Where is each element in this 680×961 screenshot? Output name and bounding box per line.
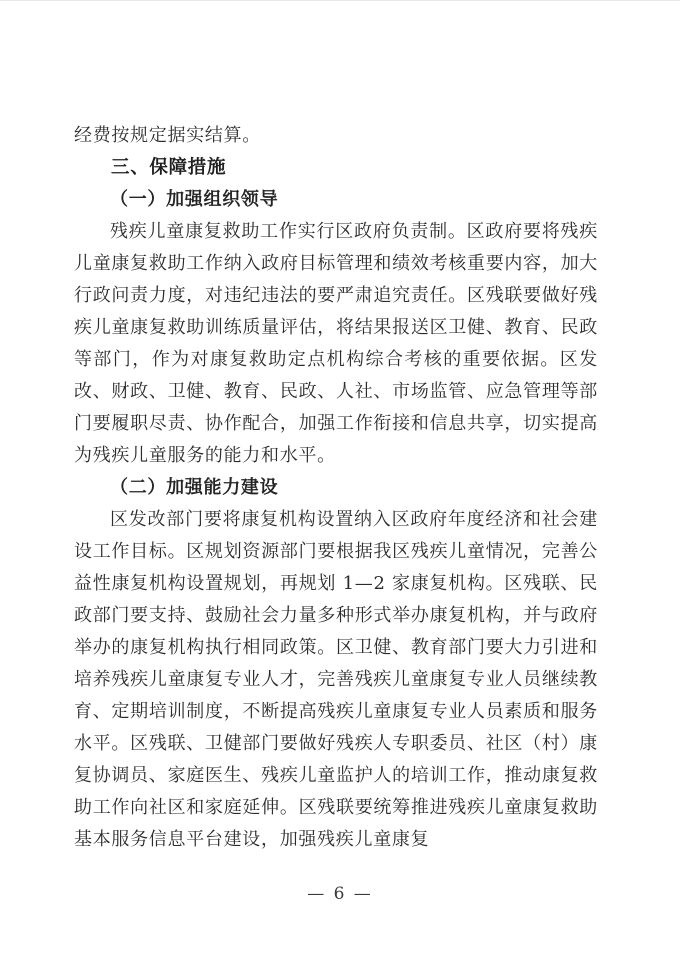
- section-heading: 三、保障措施: [111, 157, 227, 178]
- paragraph: 区发改部门要将康复机构设置纳入区政府年度经济和社会建设工作目标。区规划资源部门要根据我区残疾儿童情况，完善公益性康复机构设置规划，再规划 1—2 家康复机构。区残联、民政部门要支持、鼓励社会力量多种形式举办康复机构，并与政府举办的康复机构执行相同政策。区卫健、教育部门要大力引进和培养残疾儿童康复专业人才，完善残疾儿童康复专业人员继续教育、定期培训制度，不断提高残疾儿童康复专业人员素质和服务水平。区残联、卫健部门要做好残疾人专职委员、社区（村）康复协调员、家庭医生、残疾儿童监护人的培训工作，推动康复救助工作向社区和家庭延伸。区残联要统筹推进残疾儿童康复救助基本服务信息平台建设，加强残疾儿童康复: [74, 509, 598, 850]
- paragraph: 残疾儿童康复救助工作实行区政府负责制。区政府要将残疾儿童康复救助工作纳入政府目标管理和绩效考核重要内容，加大行政问责力度，对违纪违法的要严肃追究责任。区残联要做好残疾儿童康复救助训练质量评估，将结果报送区卫健、教育、民政等部门，作为对康复救助定点机构综合考核的重要依据。区发改、财政、卫健、教育、民政、人社、市场监管、应急管理等部门要履职尽责、协作配合，加强工作衔接和信息共享，切实提高为残疾儿童服务的能力和水平。: [74, 221, 598, 466]
- subsection-heading: （二）加强能力建设: [110, 477, 279, 498]
- document-body: [74, 120, 598, 856]
- paragraph-continued-from-previous-page: 经费按规定据实结算。: [74, 125, 261, 146]
- subsection-heading: （一）加强组织领导: [110, 189, 279, 210]
- page-number: — 6 —: [307, 884, 373, 904]
